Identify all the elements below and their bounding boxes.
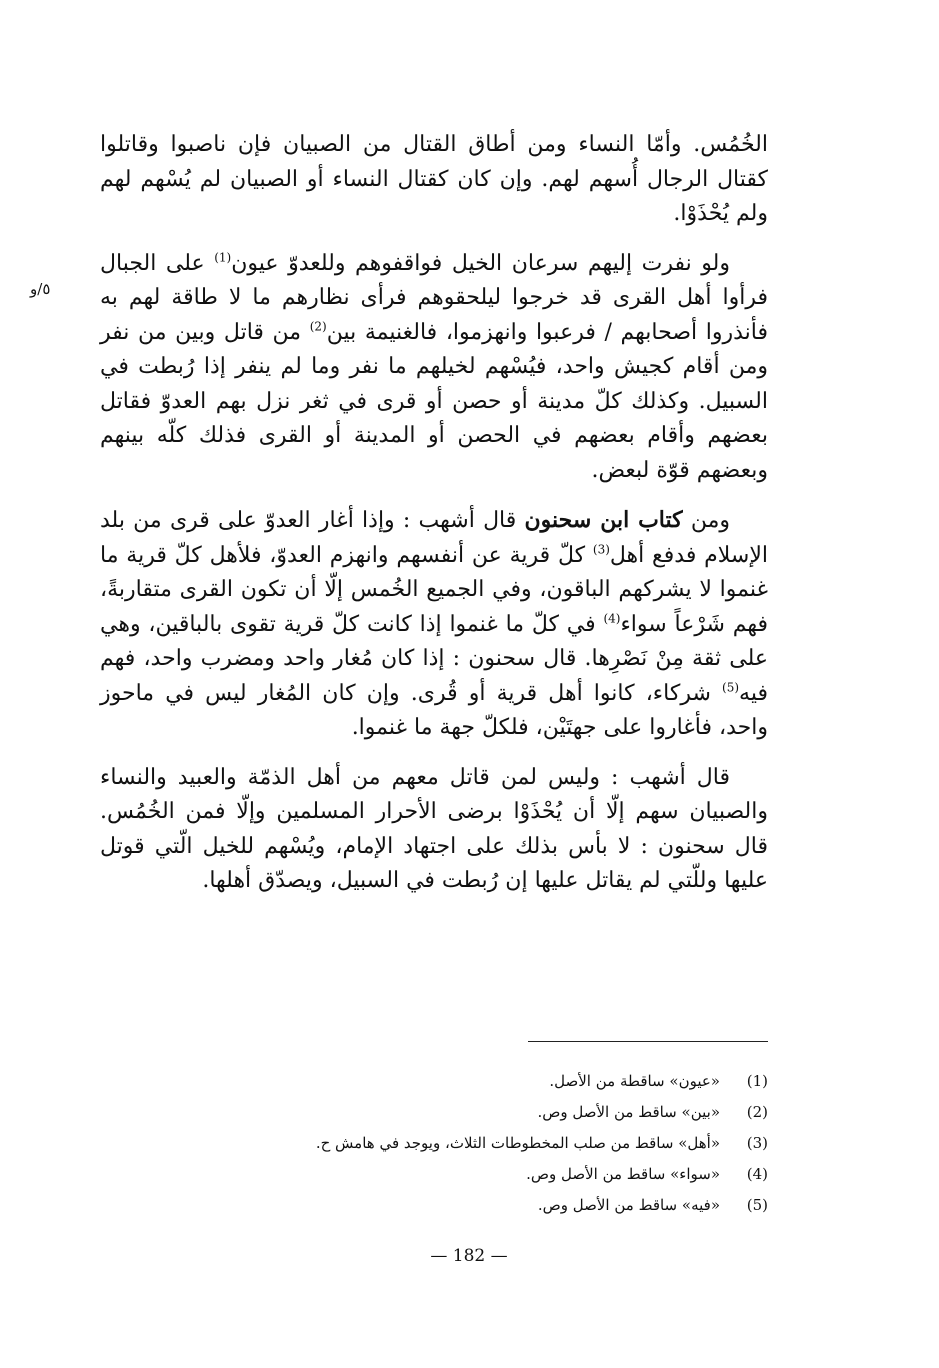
footnote-ref: (1): [214, 250, 232, 265]
footnote-ref: (2): [309, 319, 327, 334]
footnote-ref: (5): [722, 680, 740, 695]
paragraph-text: ولو نفرت إليهم سرعان الخيل فواقفوهم وللعدوّ عيون: [231, 250, 730, 276]
footnote-number: (1): [746, 1072, 768, 1090]
footnote-divider: [528, 1041, 768, 1042]
footnote-number: (2): [746, 1103, 768, 1121]
paragraph-text: قال أشهب : وليس لمن قاتل معهم من أهل الذمّة والعبيد والنساء والصبيان سهم إلّا أن يُحْذَوْا برضى الأحرار المسلمين وإلّا فمن الخُمُس. قال سحنون : لا بأس بذلك على اجتهاد الإمام، ويُسْهم للخيل الّتي قوتل عليها وللّتي لم يقاتل عليها إن رُبطت في السبيل، ويصدّق أهلها.: [100, 764, 768, 893]
paragraph-text: من قاتل وبين من نفر ومن أقام كجيش واحد، فيُسْهم لخيلهم ما نفر وما لم ينفر إذا رُبطت في السبيل. وكذلك كلّ مدينة أو حصن أو قرى في ثغر نزل بهم العدوّ فقاتل بعضهم وأقام بعضهم في الحصن أو المدينة أو القرى فذلك كلّه بينهم وبعضهم قوّة لبعض.: [100, 319, 768, 483]
paragraph-text: في كلّ ما غنموا إذا كانت كلّ قرية تقوى بالباقين، وهي على ثقة مِنْ نَصْرِها. قال سحنون : إذا كان مُغار واحد ومضرب واحد، فهم فيه: [100, 611, 768, 706]
footnote-text: «عيون» ساقطة من الأصل.: [549, 1072, 720, 1090]
book-title-reference: كتاب ابن سحنون: [524, 507, 683, 533]
paragraph-text: ومن: [682, 508, 731, 533]
paragraph-text: قال أشهب : وإذا أغار العدوّ على قرى من بلد الإسلام فدفع أهل: [100, 508, 768, 568]
footnote-ref: (3): [592, 542, 610, 557]
paragraph: [100, 503, 768, 746]
page-number: — 182 —: [430, 1246, 508, 1266]
paragraph-text: شركاء، كانوا أهل قرية أو قُرى. وإن كان المُغار ليس في ماحوز واحد، فأغاروا على جهتَيْن، فلكلّ جهة ما غنموا.: [100, 680, 768, 740]
footnote: [200, 1066, 768, 1097]
footnotes-list: [200, 1066, 768, 1221]
main-text-body: [100, 128, 768, 914]
footnote-ref: (4): [603, 611, 621, 626]
footnote-text: «سواء» ساقط من الأصل وص.: [526, 1165, 720, 1183]
footnote: [200, 1097, 768, 1128]
footnote-number: (5): [746, 1196, 768, 1214]
paragraph-text: على الجبال فرأوا أهل القرى قد خرجوا ليلحقوهم فرأى نظارهم ما لا طاقة لهم به فأنذروا أصحابهم / فرعبوا وانهزموا، فالغنيمة بين: [100, 250, 768, 345]
paragraph: [100, 247, 768, 489]
paragraph: [100, 761, 768, 899]
footnote-number: (3): [746, 1134, 768, 1152]
footnote: [200, 1190, 768, 1221]
paragraph-text: الخُمُس. وأمّا النساء ومن أطاق القتال من الصبيان فإن ناصبوا وقاتلوا كقتال الرجال أُسهم لهم. وإن كان كقتال النساء أو الصبيان لم يُسْهم لهم ولم يُحْذَوْا.: [100, 132, 768, 226]
manuscript-folio-marker: ٥/و: [30, 280, 51, 298]
paragraph-text: كلّ قرية عن أنفسهم وانهزم العدوّ، فلأهل كلّ قرية ما غنموا لا يشركهم الباقون، وفي الجميع الخُمس إلّا أن تكون القرى متقاربةً، فهم شَرْعاً سواء: [100, 542, 768, 637]
footnote-number: (4): [746, 1165, 768, 1183]
paragraph: [100, 128, 768, 232]
footnote-text: «فيه» ساقط من الأصل وص.: [537, 1196, 720, 1214]
footnote: [200, 1128, 768, 1159]
footnote: [200, 1159, 768, 1190]
footnote-text: «بين» ساقط من الأصل وص.: [537, 1103, 720, 1121]
footnote-text: «أهل» ساقط من صلب المخطوطات الثلاث، ويوجد في هامش ح.: [315, 1134, 720, 1152]
